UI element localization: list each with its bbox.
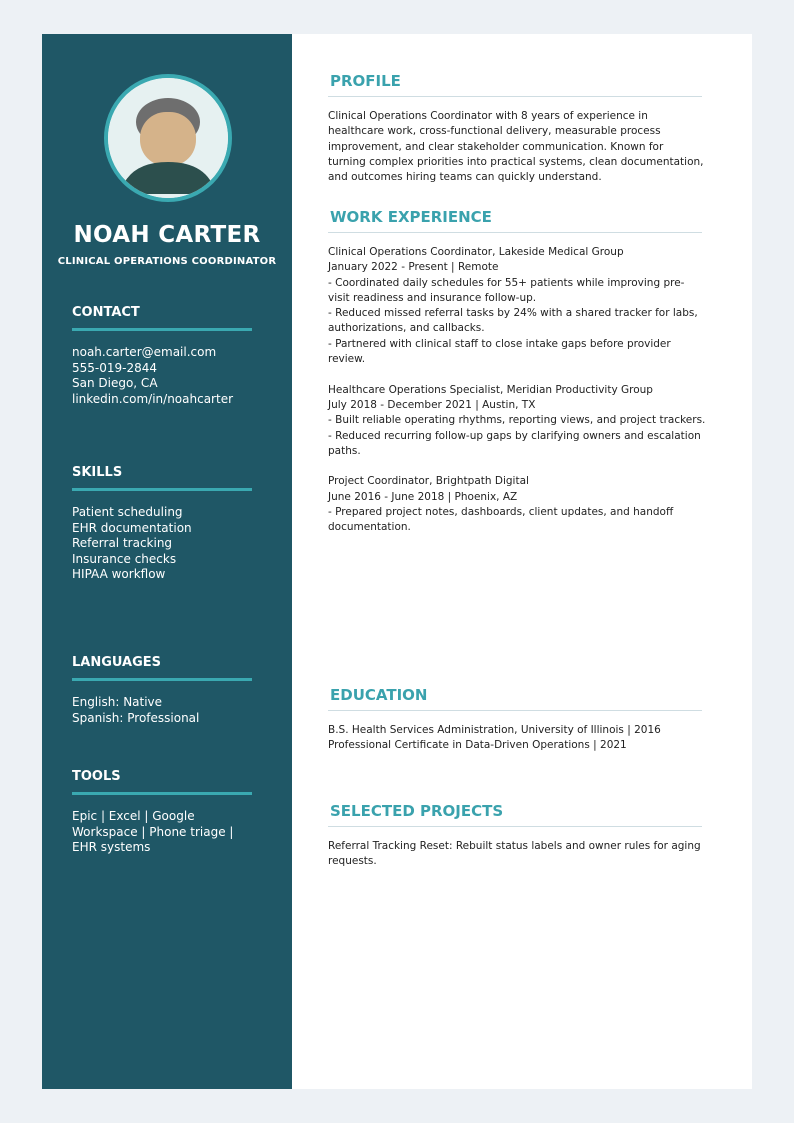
contact-linkedin: linkedin.com/in/noahcarter bbox=[72, 391, 234, 406]
skill-item: EHR documentation bbox=[72, 520, 192, 535]
job-bullet: - Coordinated daily schedules for 55+ patients while improving pre- bbox=[328, 276, 685, 289]
education-item: B.S. Health Services Administration, University of Illinois | 2016 bbox=[328, 724, 661, 736]
job-bullet: visit readiness and insurance follow-up. bbox=[328, 291, 537, 304]
job-dates: July 2018 - December 2021 | Austin, TX bbox=[328, 398, 536, 411]
language-item: Spanish: Professional bbox=[72, 710, 200, 725]
skill-item: HIPAA workflow bbox=[72, 567, 166, 581]
job-bullet: - Prepared project notes, dashboards, client updates, and handoff bbox=[328, 506, 674, 519]
job-entry bbox=[328, 474, 702, 535]
job-dates: January 2022 - Present | Remote bbox=[328, 261, 499, 274]
profile-line: and outcomes hiring teams can quickly understand. bbox=[328, 171, 602, 184]
profile-line: Clinical Operations Coordinator with 8 years of experience in bbox=[328, 110, 648, 122]
job-bullet: documentation. bbox=[328, 521, 411, 534]
avatar bbox=[104, 74, 232, 202]
job-bullet: - Built reliable operating rhythms, reporting views, and project trackers. bbox=[328, 414, 706, 427]
profile-heading: PROFILE bbox=[328, 72, 702, 97]
tools-heading: TOOLS bbox=[72, 769, 252, 795]
sidebar bbox=[42, 34, 292, 1089]
job-entry bbox=[328, 383, 706, 459]
candidate-name: NOAH CARTER bbox=[73, 222, 261, 248]
skill-item: Referral tracking bbox=[72, 536, 173, 550]
languages-heading: LANGUAGES bbox=[72, 655, 252, 681]
skill-item: Patient scheduling bbox=[72, 505, 183, 519]
project-item: requests. bbox=[328, 855, 377, 868]
job-bullet: paths. bbox=[328, 444, 361, 457]
contact-heading: CONTACT bbox=[72, 305, 252, 331]
projects-section bbox=[328, 802, 702, 870]
languages-section bbox=[72, 655, 252, 726]
job-bullet: review. bbox=[328, 353, 366, 366]
person-avatar-icon bbox=[108, 78, 228, 198]
skills-section bbox=[72, 465, 252, 583]
profile-section bbox=[328, 72, 702, 185]
job-bullet: - Reduced missed referral tasks by 24% with a shared tracker for labs, bbox=[328, 307, 698, 320]
experience-section bbox=[328, 208, 706, 551]
skills-heading: SKILLS bbox=[72, 465, 252, 491]
job-title: Project Coordinator, Brightpath Digital bbox=[328, 475, 529, 488]
education-section bbox=[328, 686, 702, 754]
job-bullet: - Partnered with clinical staff to close intake gaps before provider bbox=[328, 337, 671, 350]
resume-page bbox=[42, 34, 752, 1089]
contact-location: San Diego, CA bbox=[72, 376, 158, 390]
job-bullet: authorizations, and callbacks. bbox=[328, 322, 485, 335]
contact-phone: 555-019-2844 bbox=[72, 360, 158, 375]
education-item: Professional Certificate in Data-Driven Operations | 2021 bbox=[328, 739, 627, 752]
tools-text: Epic | Excel | Google Workspace | Phone triage | EHR systems bbox=[72, 809, 234, 854]
job-title: Healthcare Operations Specialist, Meridian Productivity Group bbox=[328, 383, 653, 396]
job-bullet: - Reduced recurring follow-up gaps by clarifying owners and escalation bbox=[328, 429, 701, 442]
skill-item: Insurance checks bbox=[72, 551, 177, 566]
profile-line: improvement, and clear stakeholder communication. Known for bbox=[328, 140, 664, 153]
job-title: Clinical Operations Coordinator, Lakeside Medical Group bbox=[328, 246, 624, 258]
project-item: Referral Tracking Reset: Rebuilt status labels and owner rules for aging bbox=[328, 840, 701, 852]
profile-line: healthcare work, cross-functional delivery, measurable process bbox=[328, 125, 661, 138]
language-item: English: Native bbox=[72, 695, 163, 709]
contact-section bbox=[72, 305, 252, 407]
tools-section bbox=[72, 769, 252, 856]
education-heading: EDUCATION bbox=[328, 686, 702, 711]
job-entry bbox=[328, 245, 702, 367]
projects-heading: SELECTED PROJECTS bbox=[328, 802, 702, 827]
profile-line: turning complex priorities into practical systems, clean documentation, bbox=[328, 155, 704, 168]
job-dates: June 2016 - June 2018 | Phoenix, AZ bbox=[328, 490, 518, 503]
candidate-title: CLINICAL OPERATIONS COORDINATOR bbox=[57, 256, 277, 267]
contact-email: noah.carter@email.com bbox=[72, 345, 217, 359]
experience-heading: WORK EXPERIENCE bbox=[328, 208, 702, 233]
